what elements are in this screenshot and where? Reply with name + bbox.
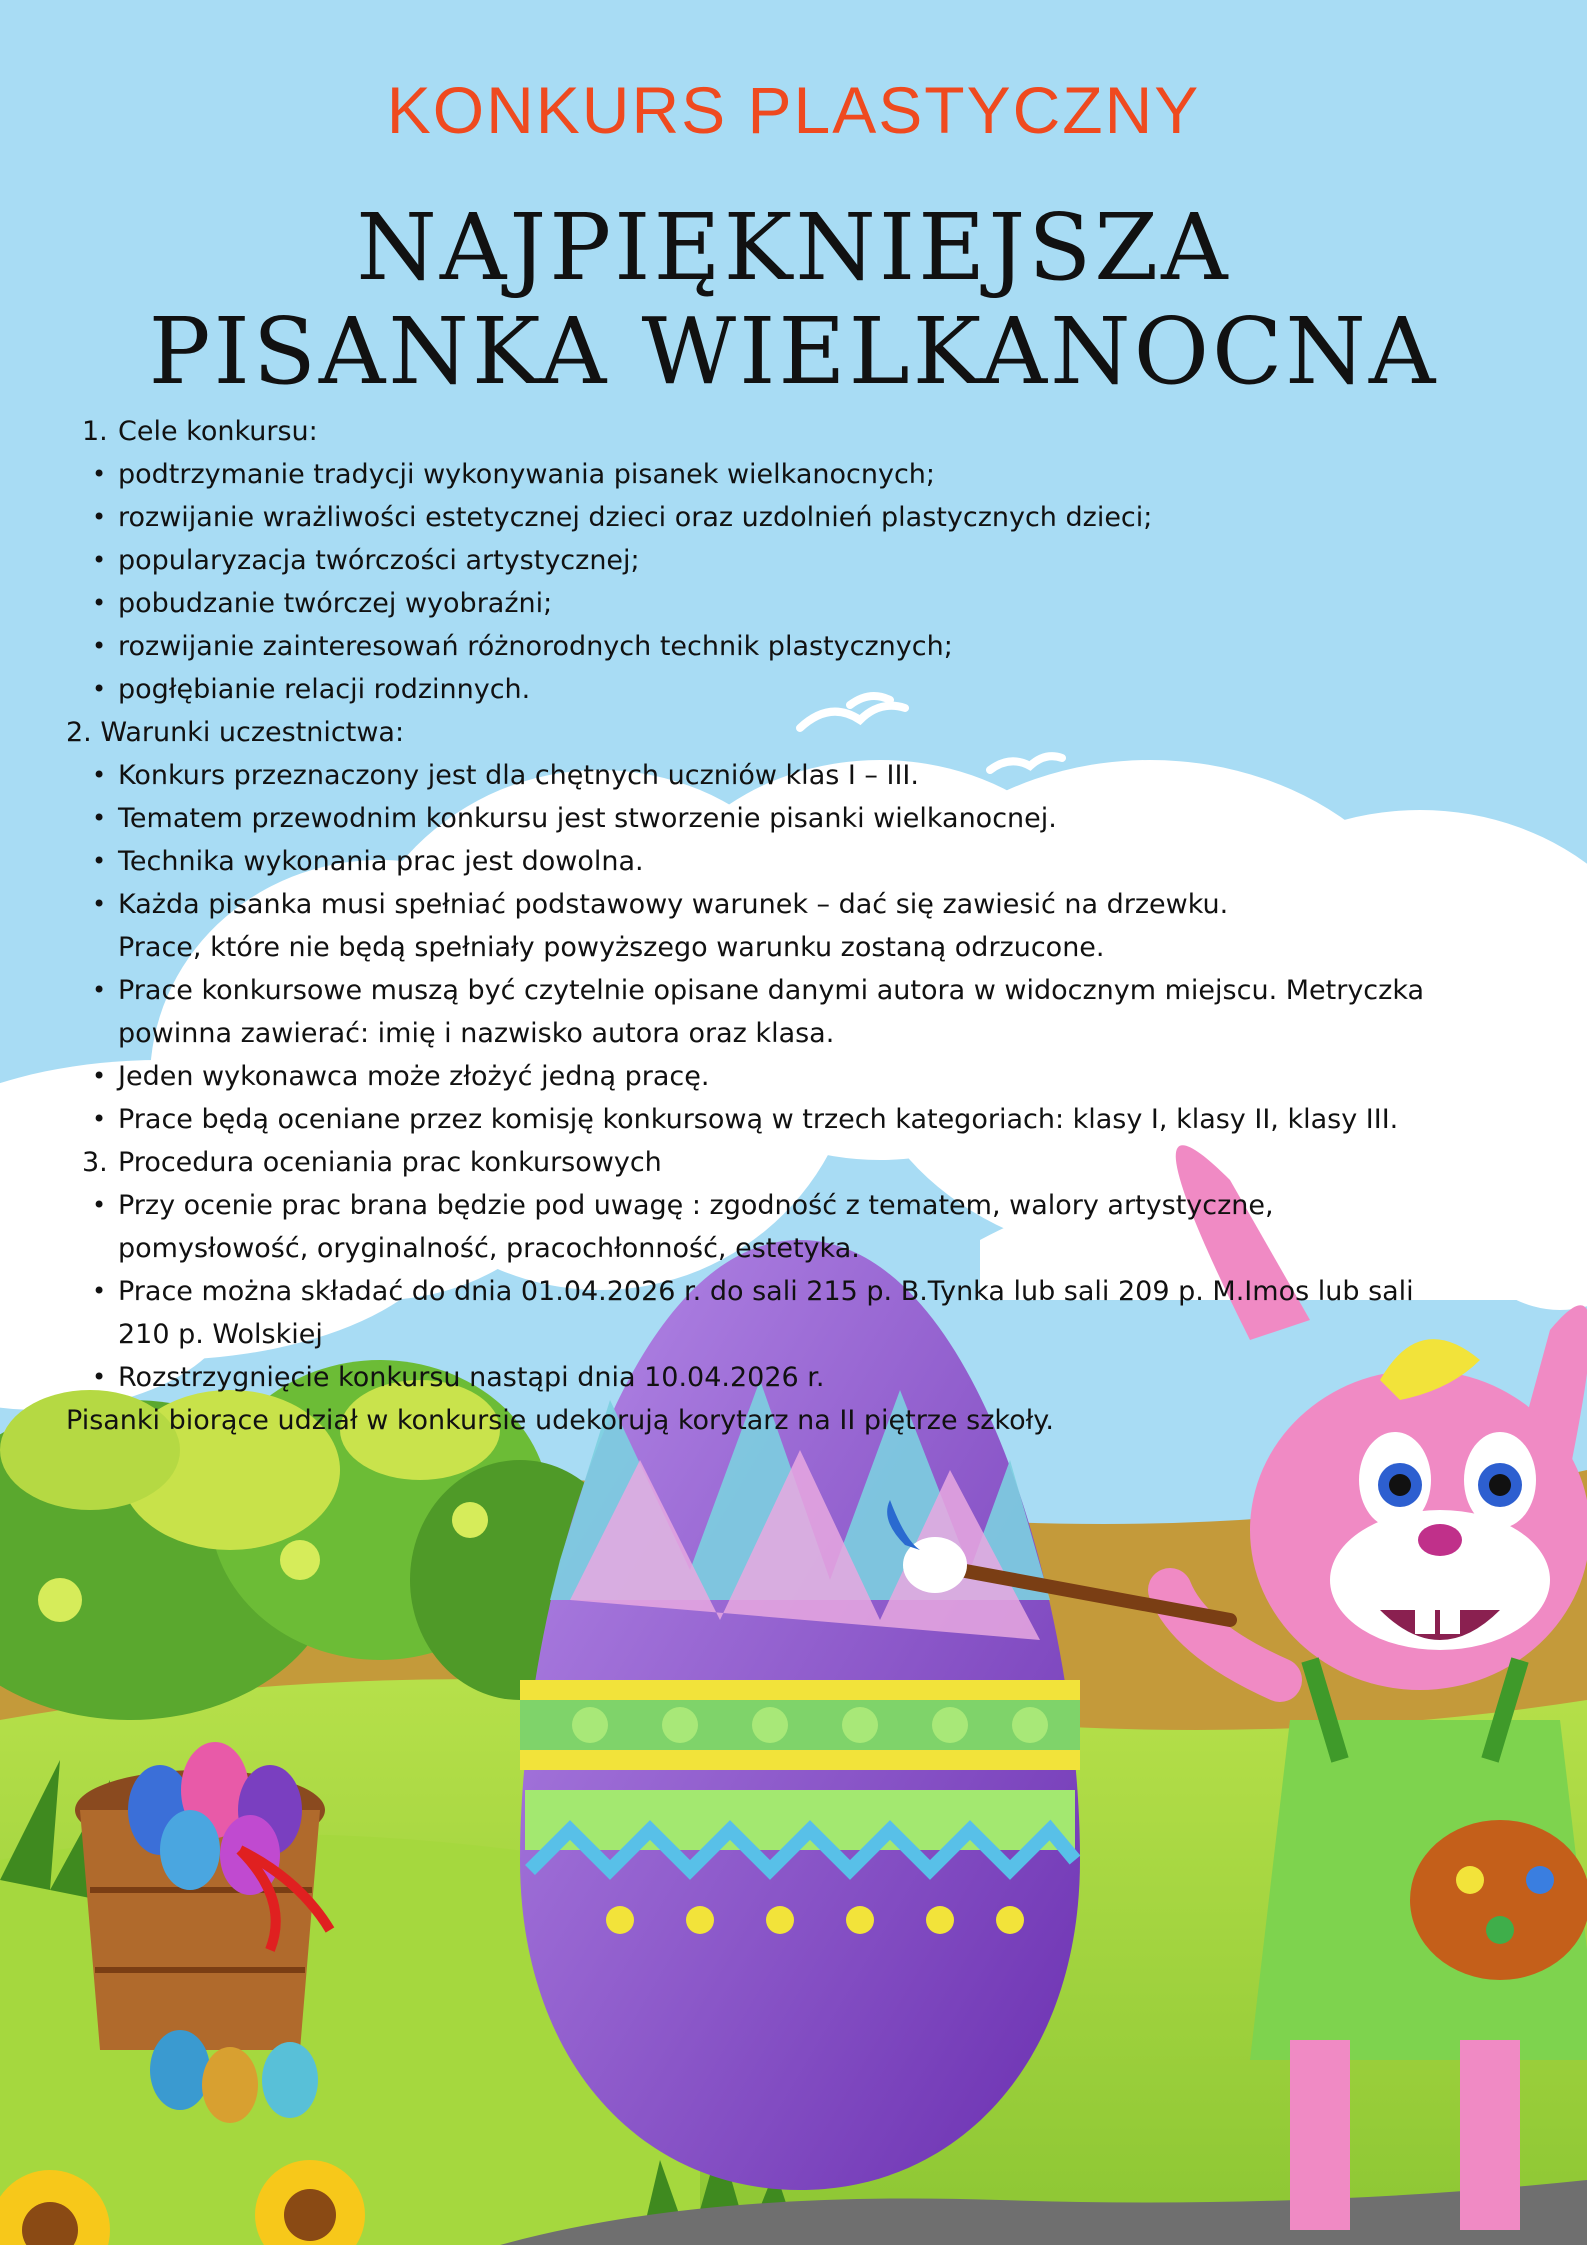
bullet-item <box>62 1356 1522 1399</box>
text-line <box>62 1399 1522 1442</box>
bullet-marker: • <box>92 804 107 832</box>
rule-text: Technika wykonania prac jest dowolna. <box>118 846 644 877</box>
contest-title-line-1: NAJPIĘKNIEJSZA <box>356 194 1231 301</box>
rule-text: 2. Warunki uczestnictwa: <box>66 717 405 748</box>
bullet-item <box>62 625 1522 668</box>
bullet-marker: • <box>92 976 107 1004</box>
bullet-item <box>62 754 1522 797</box>
rule-text: podtrzymanie tradycji wykonywania pisanek wielkanocnych; <box>118 459 936 490</box>
rule-text: Prace będą oceniane przez komisję konkursową w trzech kategoriach: klasy I, klasy II, klasy III. <box>118 1104 1399 1135</box>
bullet-marker: • <box>92 1105 107 1133</box>
bullet-item <box>62 496 1522 539</box>
rule-text: Każda pisanka musi spełniać podstawowy warunek – dać się zawiesić na drzewku. <box>118 889 1229 920</box>
bullet-item <box>62 1184 1522 1270</box>
rule-text: rozwijanie wrażliwości estetycznej dzieci oraz uzdolnień plastycznych dzieci; <box>118 502 1153 533</box>
bullet-item <box>62 969 1522 1055</box>
number-marker: 1. <box>82 416 108 447</box>
rule-text: Przy ocenie prac brana będzie pod uwagę : zgodność z tematem, walory artystyczne, <box>118 1190 1274 1221</box>
numbered-heading <box>62 410 1522 453</box>
rule-text: rozwijanie zainteresowań różnorodnych technik plastycznych; <box>118 631 953 662</box>
rule-text: pobudzanie twórczej wyobraźni; <box>118 588 553 619</box>
bullet-item <box>62 539 1522 582</box>
rule-text: Tematem przewodnim konkursu jest stworzenie pisanki wielkanocnej. <box>118 803 1057 834</box>
bullet-marker: • <box>92 1277 107 1305</box>
bullet-item <box>62 453 1522 496</box>
rule-text: Jeden wykonawca może złożyć jedną pracę. <box>118 1061 710 1092</box>
bullet-item <box>62 1055 1522 1098</box>
rule-text: pomysłowość, oryginalność, pracochłonność, estetyka. <box>118 1233 860 1264</box>
bullet-item <box>62 840 1522 883</box>
rule-text: powinna zawierać: imię i nazwisko autora oraz klasa. <box>118 1018 835 1049</box>
rule-text: Rozstrzygnięcie konkursu nastąpi dnia 10.04.2026 r. <box>118 1362 825 1393</box>
bullet-marker: • <box>92 890 107 918</box>
bullet-item <box>62 582 1522 625</box>
rule-text: pogłębianie relacji rodzinnych. <box>118 674 531 705</box>
text-line <box>62 711 1522 754</box>
bullet-marker: • <box>92 1062 107 1090</box>
bullet-item <box>62 668 1522 711</box>
bullet-marker: • <box>92 761 107 789</box>
bullet-marker: • <box>92 546 107 574</box>
bullet-marker: • <box>92 1191 107 1219</box>
rule-text: Prace, które nie będą spełniały powyższego warunku zostaną odrzucone. <box>118 932 1105 963</box>
rule-text: Cele konkursu: <box>118 416 318 447</box>
bullet-marker: • <box>92 847 107 875</box>
bullet-item <box>62 883 1522 969</box>
bullet-marker: • <box>92 460 107 488</box>
contest-subtitle: KONKURS PLASTYCZNY <box>386 73 1201 147</box>
rule-text: Prace można składać do dnia 01.04.2026 r. do sali 215 p. B.Tynka lub sali 209 p. M.Imos lub sali <box>118 1276 1414 1307</box>
bullet-marker: • <box>92 1363 107 1391</box>
bullet-marker: • <box>92 589 107 617</box>
rule-text: Konkurs przeznaczony jest dla chętnych uczniów klas I – III. <box>118 760 919 791</box>
rule-text: Procedura oceniania prac konkursowych <box>118 1147 662 1178</box>
rules-list <box>62 410 1522 1442</box>
rule-text: popularyzacja twórczości artystycznej; <box>118 545 640 576</box>
bullet-marker: • <box>92 632 107 660</box>
rule-text: Prace konkursowe muszą być czytelnie opisane danymi autora w widocznym miejscu. Metryczka <box>118 975 1425 1006</box>
rule-text: 210 p. Wolskiej <box>118 1319 323 1350</box>
bullet-marker: • <box>92 503 107 531</box>
numbered-heading <box>62 1141 1522 1184</box>
bullet-item <box>62 797 1522 840</box>
bullet-marker: • <box>92 675 107 703</box>
number-marker: 3. <box>82 1147 108 1178</box>
contest-title-line-2: PISANKA WIELKANOCNA <box>148 298 1439 405</box>
bullet-item <box>62 1270 1522 1356</box>
rule-text: Pisanki biorące udział w konkursie udekorują korytarz na II piętrze szkoły. <box>66 1405 1054 1436</box>
bullet-item <box>62 1098 1522 1141</box>
